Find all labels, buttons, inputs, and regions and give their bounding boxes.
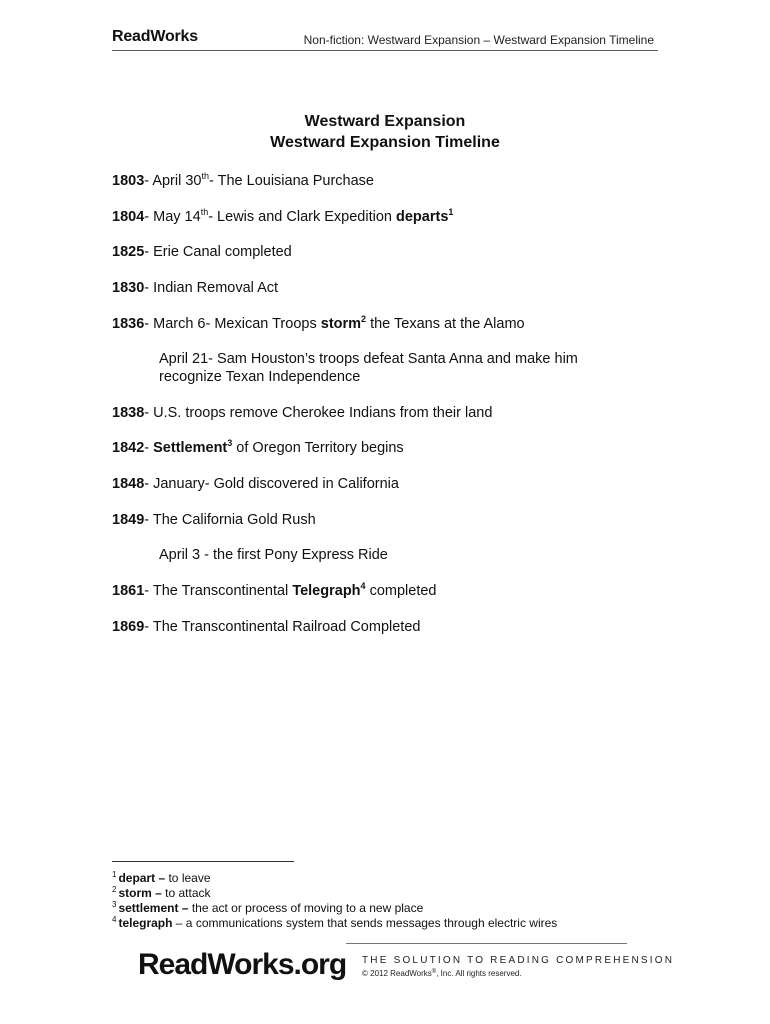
vocab-term: Telegraph bbox=[292, 583, 361, 599]
timeline-entry-1848 bbox=[112, 475, 399, 493]
footnote-definition: to attack bbox=[161, 886, 211, 900]
entry-text: of Oregon Territory begins bbox=[232, 440, 404, 456]
entry-year: 1838 bbox=[112, 405, 145, 421]
ordinal-suffix: th bbox=[200, 207, 209, 217]
footer-slogan: THE SOLUTION TO READING COMPREHENSION bbox=[362, 955, 675, 966]
entry-year: 1836 bbox=[112, 316, 145, 332]
footnote-ref: 3 bbox=[227, 438, 233, 448]
entry-text: - The Transcontinental bbox=[144, 583, 293, 599]
footnote-number: 3 bbox=[112, 900, 117, 909]
timeline-subentry-1836: April 21- Sam Houston’s troops defeat Santa Anna and make him recognize Texan Independence bbox=[159, 351, 578, 385]
footnote-ref: 1 bbox=[448, 207, 454, 217]
footnote-term: storm – bbox=[118, 886, 162, 900]
footnote-ref: 2 bbox=[361, 314, 367, 324]
entry-text: - The Transcontinental Railroad Completed bbox=[144, 619, 421, 635]
entry-text: - April 30 bbox=[144, 173, 202, 189]
page-header bbox=[112, 26, 658, 51]
document-subtitle: Westward Expansion Timeline bbox=[270, 134, 500, 151]
readworks-logo: ReadWorks bbox=[112, 28, 198, 45]
vocab-term: storm bbox=[320, 316, 362, 332]
footnote-divider bbox=[112, 861, 294, 862]
timeline-entry-1869 bbox=[112, 618, 420, 636]
entry-year: 1869 bbox=[112, 619, 145, 635]
timeline-entry-1842 bbox=[112, 439, 404, 457]
ordinal-suffix: th bbox=[201, 171, 210, 181]
breadcrumb: Non-fiction: Westward Expansion – Westward Expansion Timeline bbox=[303, 33, 654, 47]
copyright-text: , Inc. All rights reserved. bbox=[436, 969, 522, 978]
entry-text: - Indian Removal Act bbox=[144, 280, 279, 296]
vocab-term: departs bbox=[396, 209, 449, 225]
entry-text: - The California Gold Rush bbox=[144, 512, 316, 528]
entry-text: - May 14 bbox=[144, 209, 201, 225]
entry-year: 1825 bbox=[112, 244, 145, 260]
entry-text: completed bbox=[365, 583, 437, 599]
footnote-ref: 4 bbox=[360, 581, 366, 591]
footnote-number: 1 bbox=[112, 870, 117, 879]
entry-year: 1830 bbox=[112, 280, 145, 296]
entry-year: 1848 bbox=[112, 476, 145, 492]
entry-year: 1804 bbox=[112, 209, 145, 225]
timeline-entry-1830 bbox=[112, 279, 278, 297]
entry-year: 1861 bbox=[112, 583, 145, 599]
footnote-number: 4 bbox=[112, 915, 117, 924]
footnote-definition: to leave bbox=[165, 871, 211, 885]
footnote-definition: – a communications system that sends messages through electric wires bbox=[172, 916, 558, 930]
footnote-4 bbox=[112, 916, 557, 930]
entry-text: - Erie Canal completed bbox=[144, 244, 292, 260]
timeline-entry-1825 bbox=[112, 243, 292, 261]
entry-text: - Lewis and Clark Expedition bbox=[208, 209, 396, 225]
timeline-entry-1849 bbox=[112, 511, 316, 529]
footnote-term: telegraph bbox=[118, 916, 173, 930]
entry-year: 1849 bbox=[112, 512, 145, 528]
footnote-1 bbox=[112, 871, 211, 885]
timeline-subentry-1849: April 3 - the first Pony Express Ride bbox=[159, 547, 388, 563]
entry-text: - March 6- Mexican Troops bbox=[144, 316, 321, 332]
entry-year: 1842 bbox=[112, 440, 145, 456]
footnote-3 bbox=[112, 901, 423, 915]
footnote-2 bbox=[112, 886, 211, 900]
timeline-entry-1804 bbox=[112, 208, 453, 226]
timeline-entry-1861 bbox=[112, 582, 436, 600]
registered-mark: ® bbox=[431, 969, 437, 975]
entry-text: - bbox=[144, 440, 154, 456]
entry-text: - The Louisiana Purchase bbox=[209, 173, 374, 189]
footnote-term: settlement – bbox=[118, 901, 189, 915]
footnote-definition: the act or process of moving to a new place bbox=[188, 901, 424, 915]
footnote-term: depart – bbox=[118, 871, 166, 885]
vocab-term: Settlement bbox=[153, 440, 228, 456]
copyright-text: © 2012 ReadWorks bbox=[362, 969, 432, 978]
entry-year: 1803 bbox=[112, 173, 145, 189]
entry-text: the Texans at the Alamo bbox=[366, 316, 525, 332]
readworks-org-logo: ReadWorks.org bbox=[138, 948, 347, 981]
timeline-entry-1838 bbox=[112, 404, 492, 422]
document-title: Westward Expansion bbox=[304, 113, 466, 130]
copyright-notice bbox=[362, 969, 522, 978]
footnote-number: 2 bbox=[112, 885, 117, 894]
timeline-entry-1836 bbox=[112, 315, 525, 333]
entry-text: - January- Gold discovered in California bbox=[144, 476, 399, 492]
timeline-entry-1803 bbox=[112, 172, 374, 190]
footer-divider bbox=[346, 943, 627, 944]
entry-text: - U.S. troops remove Cherokee Indians from their land bbox=[144, 405, 493, 421]
